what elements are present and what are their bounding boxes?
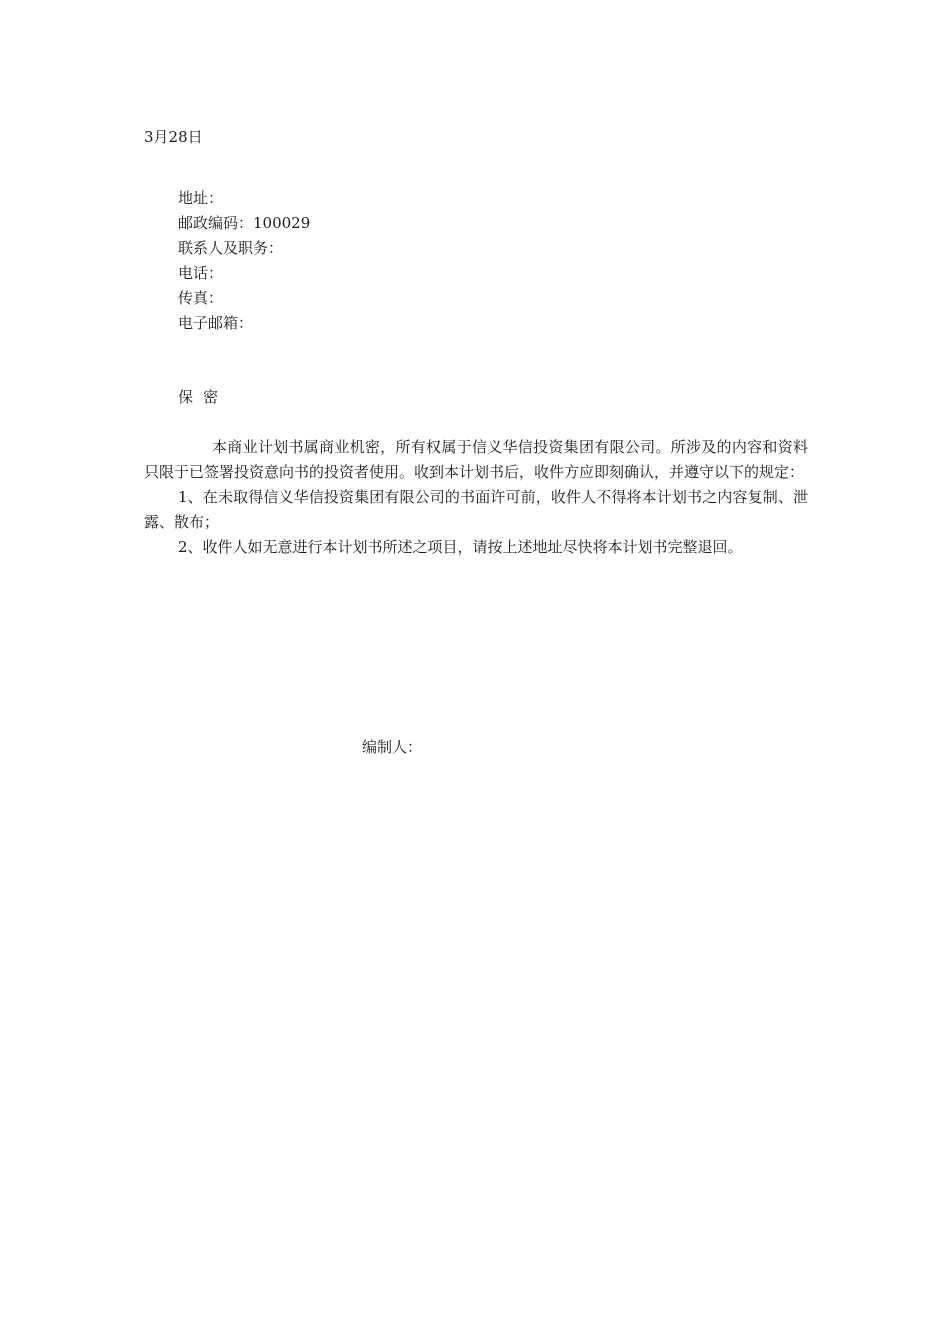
phone-line: 电话：: [178, 264, 224, 282]
address-line: 地址：: [178, 189, 224, 207]
rule-item-1: 1、在未取得信义华信投资集团有限公司的书面许可前，收件人不得将本计划书之内容复制、泄露、散布；: [144, 488, 808, 531]
email-line: 电子邮箱：: [178, 314, 254, 332]
contact-person-line: 联系人及职务：: [178, 239, 284, 257]
contact-info-block: [178, 186, 310, 336]
document-date: 3月28日: [144, 128, 203, 146]
notice-paragraph: 本商业计划书属商业机密，所有权属于信义华信投资集团有限公司。所涉及的内容和资料只限于已签署投资意向书的投资者使用。收到本计划书后，收件方应即刻确认，并遵守以下的规定：: [144, 438, 808, 481]
postal-code-line: 邮政编码：100029: [178, 214, 311, 232]
compiler-label: 编制人：: [362, 738, 423, 756]
confidential-heading: 保密: [178, 388, 229, 406]
confidentiality-notice: [144, 435, 808, 560]
fax-line: 传真：: [178, 289, 224, 307]
rule-item-2: 2、收件人如无意进行本计划书所述之项目，请按上述地址尽快将本计划书完整退回。: [178, 538, 743, 556]
